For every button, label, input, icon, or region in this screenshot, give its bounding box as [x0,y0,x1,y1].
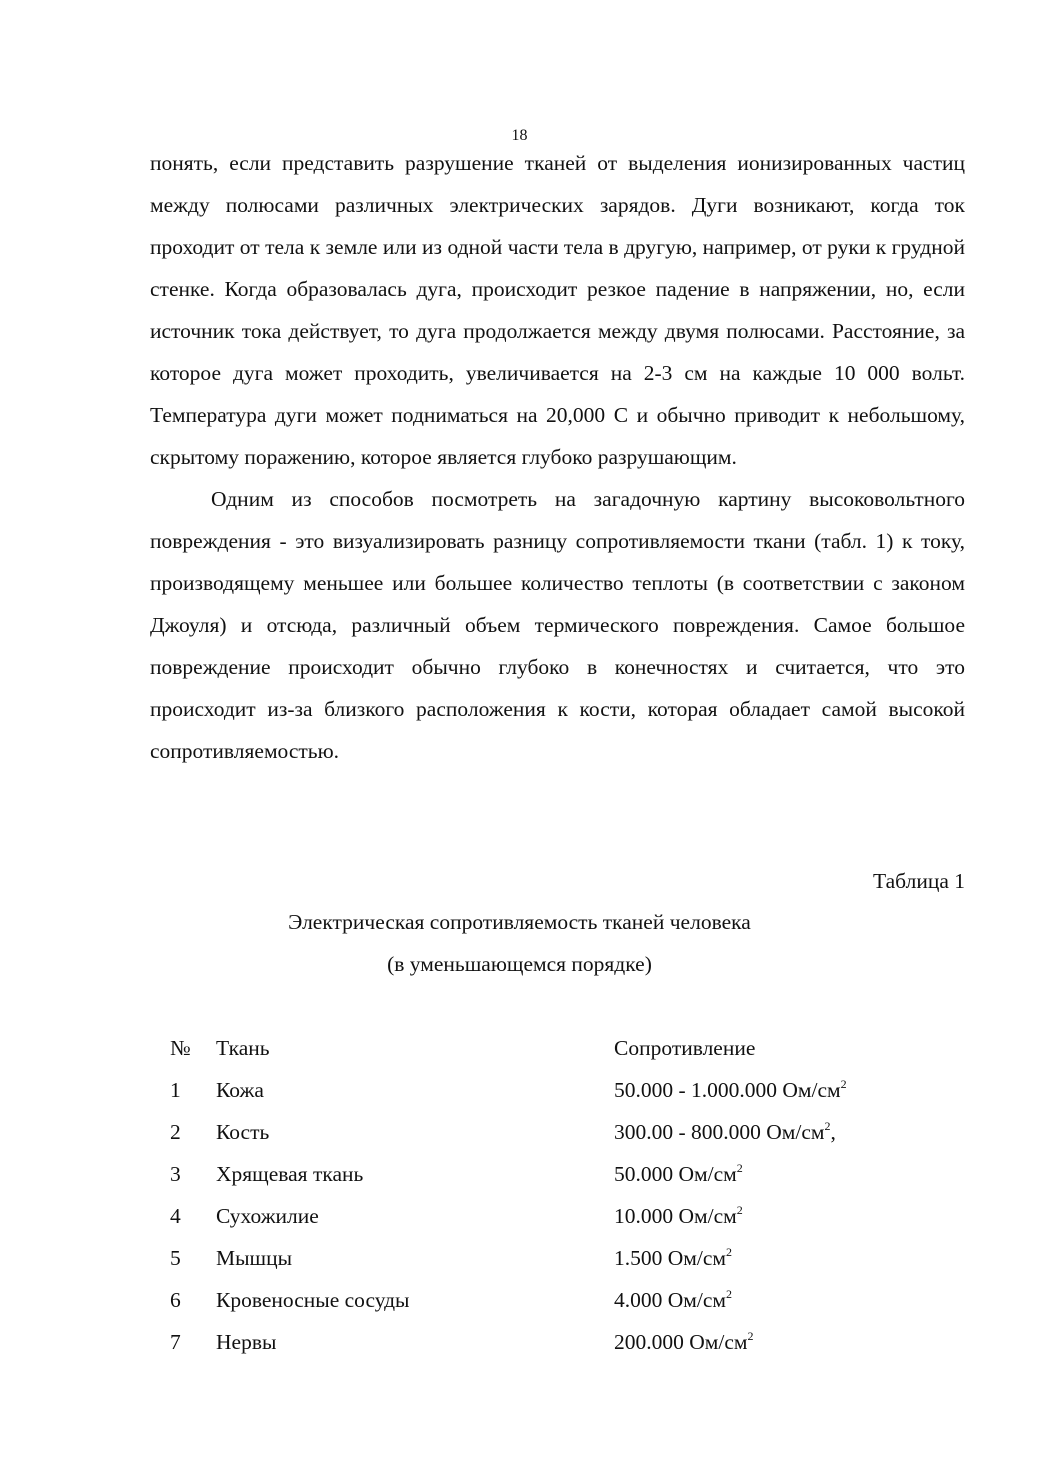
table-row [150,1069,965,1111]
row-num: 4 [170,1204,181,1228]
row-resistance: 300.00 - 800.000 $Ом/см^2$, [614,1119,836,1144]
row-resistance: 10.000 $Ом/см^2$ [614,1203,743,1228]
row-tissue: Хрящевая ткань [216,1162,364,1186]
table-header-row [150,1027,965,1069]
table-row [150,1195,965,1237]
row-tissue: Кость [216,1120,270,1144]
table-row [150,1279,965,1321]
row-resistance: 4.000 $Ом/см^2$ [614,1287,733,1312]
row-num: 5 [170,1246,181,1270]
paragraph-1: понять, если представить разрушение тканей от выделения ионизированных частиц между полюсами различных электрических зарядов. Дуги возникают, когда ток проходит от тела к земле или из одной части тела в другую, например, от руки к грудной стенке. Когда образовалась дуга, происходит резкое падение в напряжении, но, если источник тока действует, то дуга продолжается между двумя полюсами. Расстояние, за которое дуга может проходить, увеличивается на 2-3 см на каждые 10 000 вольт. Температура дуги может подниматься на 20,000 С и обычно приводит к небольшому, скрытому поражению, которое является глубоко разрушающим. [150,151,965,469]
row-tissue: Кожа [216,1078,264,1102]
table-row [150,1111,965,1153]
row-num: 2 [170,1120,181,1144]
resistance-table [150,1027,965,1363]
body-text [150,142,965,772]
page-number: 18 [511,127,528,144]
table-label: Таблица 1 [873,869,965,893]
row-num: 6 [170,1288,181,1312]
table-title: Электрическая сопротивляемость тканей человека [288,910,751,934]
row-resistance: 200.000 $Ом/см^2$ [614,1329,754,1354]
row-tissue: Нервы [216,1330,277,1354]
row-num: 1 [170,1078,181,1102]
row-resistance: 50.000 $Ом/см^2$ [614,1161,743,1186]
row-num: 7 [170,1330,181,1354]
row-tissue: Сухожилие [216,1204,319,1228]
row-tissue: Кровеносные сосуды [216,1288,410,1312]
table-row [150,1153,965,1195]
row-tissue: Мышцы [216,1246,293,1270]
table-subtitle: (в уменьшающемся порядке) [387,952,652,976]
header-resistance: Сопротивление [614,1036,756,1060]
header-num: № [170,1036,191,1060]
row-resistance: 1.500 $Ом/см^2$ [614,1245,733,1270]
table-row [150,1237,965,1279]
row-num: 3 [170,1162,181,1186]
row-resistance: 50.000 - 1.000.000 $Ом/см^2$ [614,1077,847,1102]
header-tissue: Ткань [216,1036,270,1060]
table-row [150,1321,965,1363]
paragraph-2: Одним из способов посмотреть на загадочную картину высоковольтного повреждения - это визуализировать разницу сопротивляемости ткани (табл. 1) к току, производящему меньшее или большее количество теплоты (в соответствии с законом Джоуля) и отсюда, различный объем термического повреждения. Самое большое повреждение происходит обычно глубоко в конечностях и считается, что это происходит из-за близкого расположения к кости, которая обладает самой высокой сопротивляемостью. [150,487,965,763]
